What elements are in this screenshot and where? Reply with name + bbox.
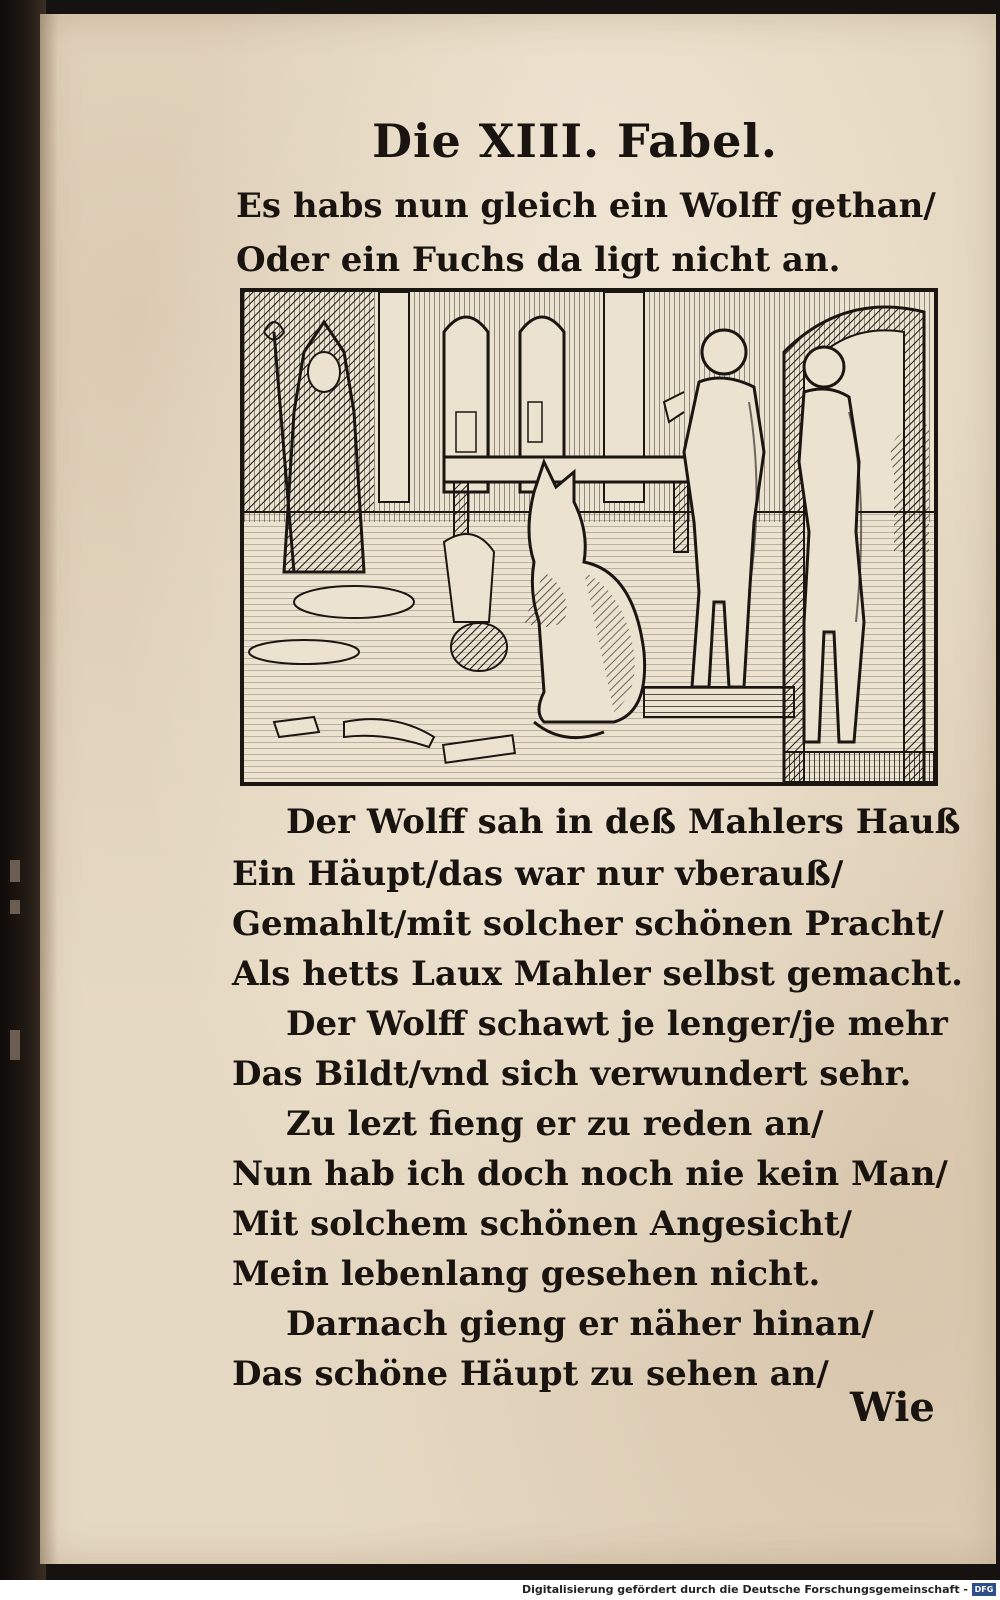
fable-title: Die XIII. Fabel. — [372, 114, 778, 168]
motto-line-1: Es habs nun gleich ein Wolff gethan/ — [236, 186, 936, 226]
footer-bar — [0, 1580, 1000, 1600]
statue-female-head — [804, 347, 844, 387]
verse-line-5: Der Wolff schawt je lenger/je mehr — [286, 1004, 948, 1044]
dfg-logo: DFG — [972, 1583, 996, 1596]
tree — [891, 421, 929, 552]
verse-line-2: Ein Häupt/das war nur vberauß/ — [232, 854, 844, 894]
verse-line-7: Zu lezt fieng er zu reden an/ — [286, 1104, 824, 1144]
funding-notice: Digitalisierung gefördert durch die Deutsche Forschungsgemeinschaft - — [521, 1583, 968, 1596]
page-fold-shadow — [40, 14, 58, 1564]
verse-line-1: Der Wolff sah in deß Mahlers Hauß — [286, 802, 961, 842]
verse-line-8: Nun hab ich doch noch nie kein Man/ — [232, 1154, 948, 1194]
statue-male-head — [702, 330, 746, 374]
pedestal — [644, 687, 794, 717]
pillar — [379, 292, 409, 502]
woodcut-scene — [244, 292, 934, 782]
verse-line-4: Als hetts Laux Mahler selbst gemacht. — [232, 954, 963, 994]
verse-line-6: Das Bildt/vnd sich verwundert sehr. — [232, 1054, 912, 1094]
verse-line-12: Das schöne Häupt zu sehen an/ — [232, 1354, 829, 1394]
catchword: Wie — [850, 1384, 935, 1431]
fallen-figure — [294, 586, 414, 618]
verse-line-3: Gemahlt/mit solcher schönen Pracht/ — [232, 904, 944, 944]
facing-page-edge-marks — [6, 860, 26, 1100]
book-page — [40, 14, 996, 1564]
woodcut-illustration — [240, 288, 938, 786]
painted-head — [451, 623, 507, 671]
verse-line-11: Darnach gieng er näher hinan/ — [286, 1304, 874, 1344]
verse-line-10: Mein lebenlang gesehen nicht. — [232, 1254, 821, 1294]
motto-line-2: Oder ein Fuchs da ligt nicht an. — [236, 240, 841, 280]
verse-line-9: Mit solchem schönen Angesicht/ — [232, 1204, 852, 1244]
